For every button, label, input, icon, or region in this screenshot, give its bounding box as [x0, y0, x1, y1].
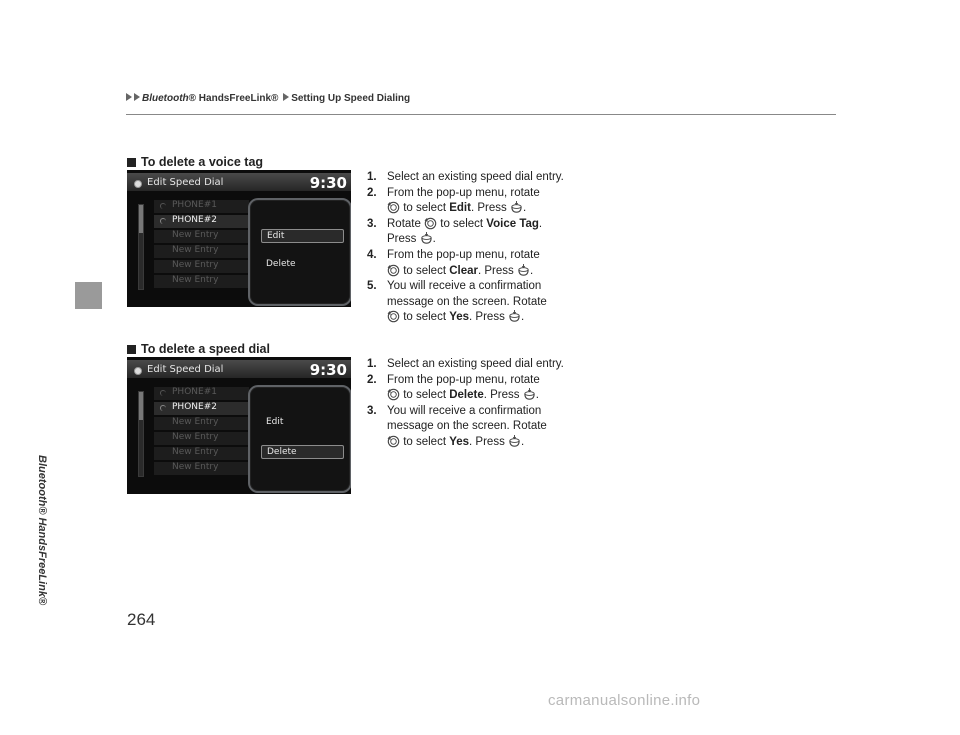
- screen-clock: 9:30: [309, 361, 347, 379]
- step-5: 5. You will receive a confirmation message on the screen. Rotate to select Yes. Press .: [367, 280, 547, 324]
- section-heading-delete-voice-tag: To delete a voice tag: [127, 155, 263, 169]
- breadcrumb: [126, 93, 410, 104]
- press-knob-icon: [523, 388, 536, 401]
- rotate-knob-icon: [387, 264, 400, 277]
- step-4: 4. From the pop-up menu, rotate to select Clear. Press .: [367, 248, 540, 277]
- popup-item-delete: Delete: [261, 445, 344, 459]
- popup-menu: [248, 198, 351, 306]
- screen-titlebar: [127, 173, 351, 191]
- header-divider: [126, 114, 836, 115]
- step-2: 2. From the pop-up menu, rotate to select Edit. Press .: [367, 186, 540, 215]
- breadcrumb-item-bluetooth[interactable]: Bluetooth: [142, 93, 189, 104]
- steps-delete-voice-tag: [367, 170, 597, 326]
- voice-tag-icon: [160, 390, 166, 396]
- step-3: 3. You will receive a confirmation message on the screen. Rotate to select Yes. Press .: [367, 404, 547, 448]
- chapter-side-label: Bluetooth® HandsFreeLink®: [36, 455, 48, 606]
- step-2: 2. From the pop-up menu, rotate to select Delete. Press .: [367, 373, 540, 402]
- menu-dot-icon: [134, 367, 142, 375]
- voice-tag-icon: [160, 218, 166, 224]
- list-item: New Entry: [154, 260, 249, 273]
- breadcrumb-item-speed-dialing[interactable]: Setting Up Speed Dialing: [291, 93, 411, 104]
- screen-image-delete-voice-tag: [127, 170, 351, 307]
- list-item: PHONE#1: [154, 387, 249, 400]
- screen-clock: 9:30: [309, 174, 347, 192]
- list-item: New Entry: [154, 230, 249, 243]
- bullet-square-icon: [127, 158, 136, 167]
- menu-dot-icon: [134, 180, 142, 188]
- press-knob-icon: [517, 264, 530, 277]
- rotate-knob-icon: [424, 217, 437, 230]
- popup-item-delete: Delete: [266, 259, 296, 269]
- press-knob-icon: [508, 435, 521, 448]
- chapter-tab: [75, 282, 102, 309]
- list-item: New Entry: [154, 432, 249, 445]
- popup-item-edit: Edit: [266, 417, 284, 427]
- popup-menu: [248, 385, 351, 493]
- list-item-selected: PHONE#2: [154, 402, 249, 415]
- press-knob-icon: [508, 310, 521, 323]
- step-3: 3. Rotate to select Voice Tag. Press .: [367, 217, 543, 246]
- list-item: New Entry: [154, 275, 249, 288]
- screen-titlebar: [127, 360, 351, 378]
- breadcrumb-arrow-icon: [126, 93, 132, 101]
- screen-title: Edit Speed Dial: [147, 364, 224, 375]
- popup-item-edit: Edit: [261, 229, 344, 243]
- rotate-knob-icon: [387, 388, 400, 401]
- screen-scrollbar: [138, 204, 144, 290]
- press-knob-icon: [420, 232, 433, 245]
- rotate-knob-icon: [387, 310, 400, 323]
- step-1: 1. Select an existing speed dial entry.: [367, 171, 564, 183]
- page-number: 264: [127, 610, 156, 629]
- screen-image-delete-speed-dial: [127, 357, 351, 494]
- screen-scrollbar: [138, 391, 144, 477]
- breadcrumb-arrow-icon: [283, 93, 289, 101]
- press-knob-icon: [510, 201, 523, 214]
- section-heading-delete-speed-dial: To delete a speed dial: [127, 342, 270, 356]
- breadcrumb-item-handsfreelink[interactable]: ® HandsFreeLink®: [188, 93, 279, 104]
- voice-tag-icon: [160, 203, 166, 209]
- voice-tag-icon: [160, 405, 166, 411]
- rotate-knob-icon: [387, 435, 400, 448]
- list-item: New Entry: [154, 417, 249, 430]
- breadcrumb-arrow-icon: [134, 93, 140, 101]
- steps-delete-speed-dial: [367, 357, 597, 451]
- list-item: PHONE#1: [154, 200, 249, 213]
- step-1: 1. Select an existing speed dial entry.: [367, 358, 564, 370]
- list-item: New Entry: [154, 447, 249, 460]
- rotate-knob-icon: [387, 201, 400, 214]
- screen-title: Edit Speed Dial: [147, 177, 224, 188]
- watermark-text: carmanualsonline.info: [548, 692, 701, 709]
- list-item-selected: PHONE#2: [154, 215, 249, 228]
- list-item: New Entry: [154, 462, 249, 475]
- bullet-square-icon: [127, 345, 136, 354]
- list-item: New Entry: [154, 245, 249, 258]
